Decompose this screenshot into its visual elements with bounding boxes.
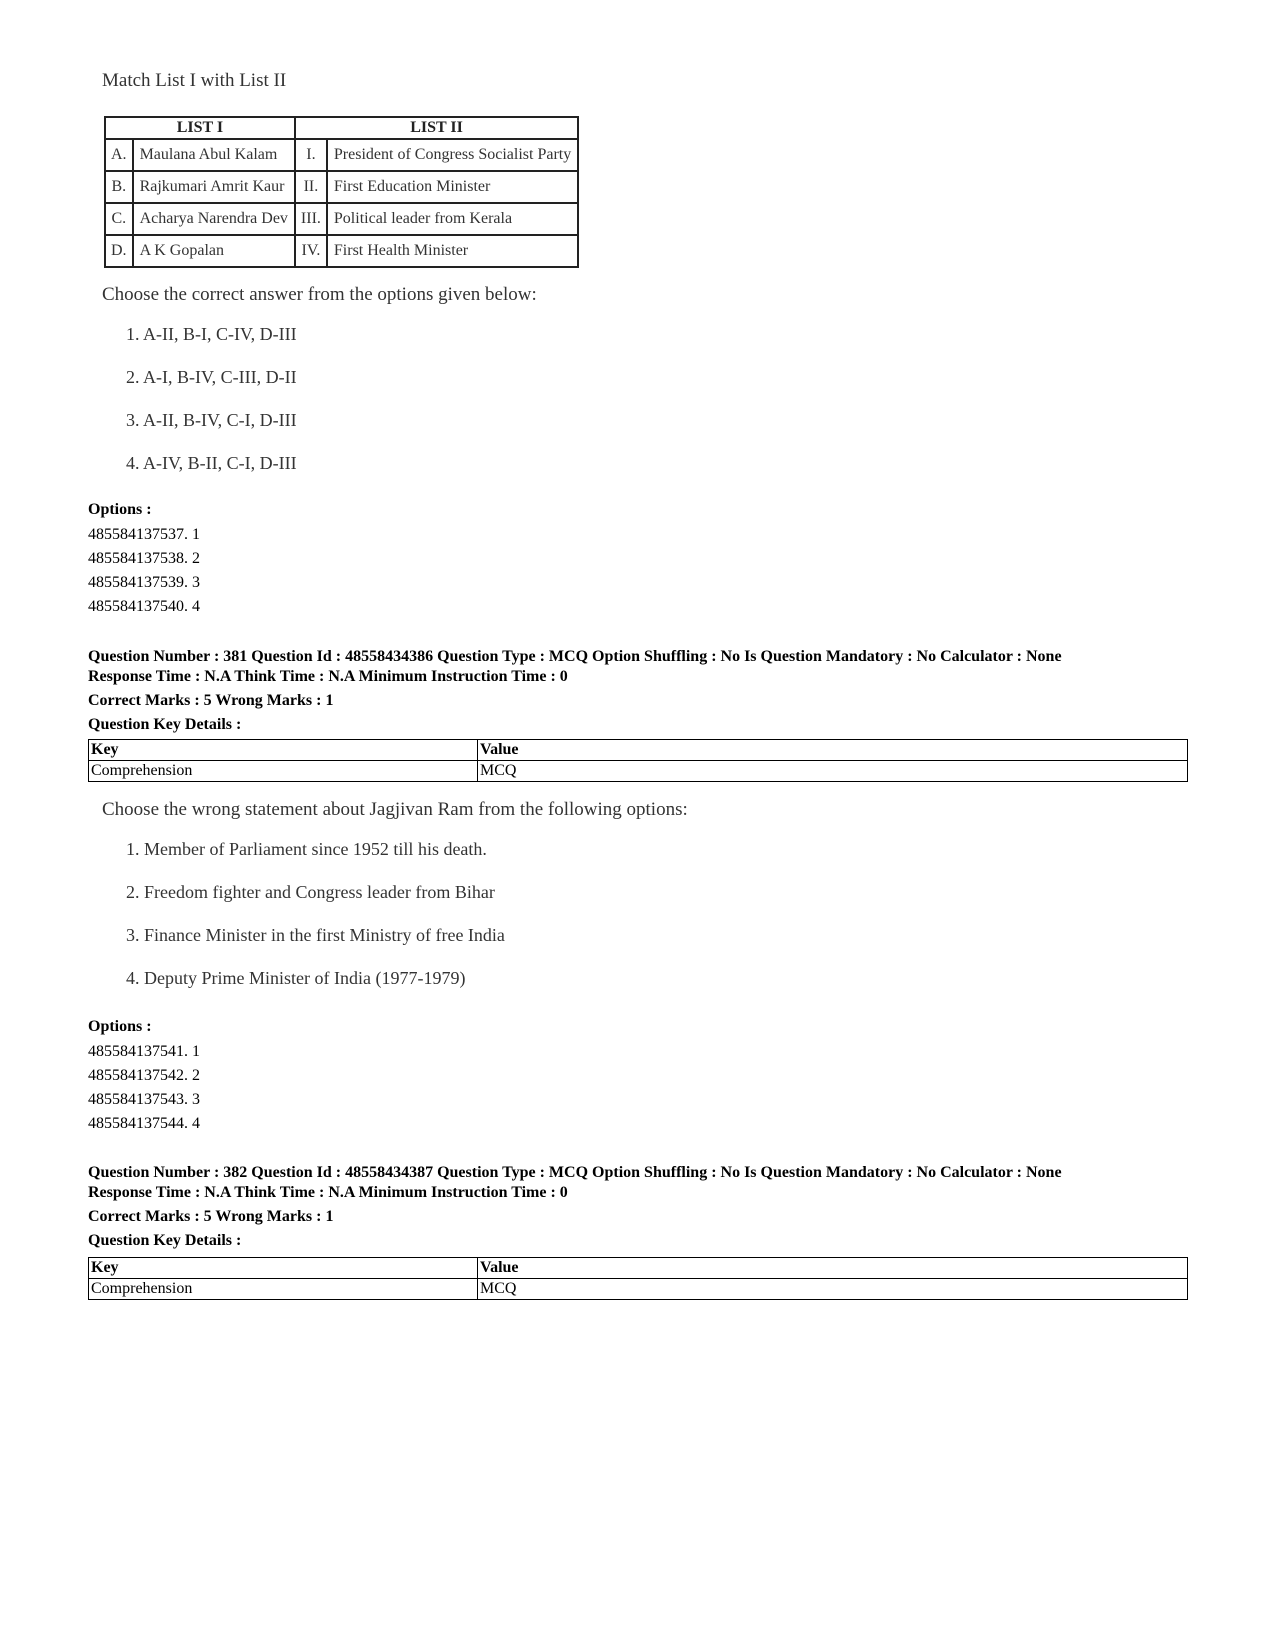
list1-item: Maulana Abul Kalam bbox=[133, 139, 295, 171]
key-table-row bbox=[89, 1279, 1188, 1300]
option-item: 485584137543. 3 bbox=[88, 1091, 200, 1108]
question-380-image bbox=[102, 70, 286, 92]
key-header: Key bbox=[89, 1258, 478, 1279]
question-meta-line: Response Time : N.A Think Time : N.A Minimum Instruction Time : 0 bbox=[88, 668, 568, 685]
list2-item: First Education Minister bbox=[327, 171, 578, 203]
option-item: 485584137538. 2 bbox=[88, 550, 200, 567]
match-table-row bbox=[105, 235, 578, 267]
option-item: 485584137540. 4 bbox=[88, 598, 200, 615]
key-cell: Comprehension bbox=[89, 761, 478, 782]
value-cell: MCQ bbox=[478, 1279, 1188, 1300]
choice-item: 3. Finance Minister in the first Ministry of free India bbox=[126, 925, 505, 945]
option-item: 485584137541. 1 bbox=[88, 1043, 200, 1060]
list2-item: President of Congress Socialist Party bbox=[327, 139, 578, 171]
options-label: Options : bbox=[88, 1018, 152, 1035]
list2-index: II. bbox=[295, 171, 327, 203]
question-key-table bbox=[88, 1257, 1188, 1300]
match-table bbox=[104, 116, 579, 268]
key-cell: Comprehension bbox=[89, 1279, 478, 1300]
list1-index: C. bbox=[105, 203, 133, 235]
question-meta-line: Question Number : 381 Question Id : 48558434386 Question Type : MCQ Option Shuffling : No Is Question Mandatory : No Calculator : None bbox=[88, 648, 1062, 665]
list1-index: D. bbox=[105, 235, 133, 267]
list2-index: I. bbox=[295, 139, 327, 171]
question-meta-line: Question Number : 382 Question Id : 48558434387 Question Type : MCQ Option Shuffling : No Is Question Mandatory : No Calculator : None bbox=[88, 1164, 1062, 1181]
list2-index: IV. bbox=[295, 235, 327, 267]
key-table-header bbox=[89, 1258, 1188, 1279]
list1-index: A. bbox=[105, 139, 133, 171]
list1-item: Acharya Narendra Dev bbox=[133, 203, 295, 235]
choice-item: 2. A-I, B-IV, C-III, D-II bbox=[126, 367, 297, 387]
match-table-row bbox=[105, 139, 578, 171]
match-table-header bbox=[105, 117, 578, 139]
marks-line: Correct Marks : 5 Wrong Marks : 1 bbox=[88, 692, 334, 709]
value-header: Value bbox=[478, 1258, 1188, 1279]
question-instruction: Choose the correct answer from the options given below: bbox=[102, 284, 537, 305]
option-item: 485584137539. 3 bbox=[88, 574, 200, 591]
list1-item: A K Gopalan bbox=[133, 235, 295, 267]
choice-item: 4. Deputy Prime Minister of India (1977-1979) bbox=[126, 968, 466, 988]
choice-item: 4. A-IV, B-II, C-I, D-III bbox=[126, 453, 297, 473]
question-meta-line: Response Time : N.A Think Time : N.A Minimum Instruction Time : 0 bbox=[88, 1184, 568, 1201]
question-381-image bbox=[102, 799, 688, 988]
list1-item: Rajkumari Amrit Kaur bbox=[133, 171, 295, 203]
option-item: 485584137537. 1 bbox=[88, 526, 200, 543]
option-item: 485584137542. 2 bbox=[88, 1067, 200, 1084]
value-cell: MCQ bbox=[478, 761, 1188, 782]
key-details-label: Question Key Details : bbox=[88, 1232, 242, 1249]
option-item: 485584137544. 4 bbox=[88, 1115, 200, 1132]
list1-index: B. bbox=[105, 171, 133, 203]
question-stem: Choose the wrong statement about Jagjivan Ram from the following options: bbox=[102, 799, 688, 820]
list2-index: III. bbox=[295, 203, 327, 235]
key-table-header bbox=[89, 740, 1188, 761]
match-table-row bbox=[105, 203, 578, 235]
list2-item: First Health Minister bbox=[327, 235, 578, 267]
key-header: Key bbox=[89, 740, 478, 761]
options-list bbox=[88, 523, 200, 619]
question-key-table bbox=[88, 739, 1188, 782]
question-380-choices bbox=[102, 284, 537, 473]
choice-item: 1. Member of Parliament since 1952 till his death. bbox=[126, 839, 487, 859]
marks-line: Correct Marks : 5 Wrong Marks : 1 bbox=[88, 1208, 334, 1225]
list1-header: LIST I bbox=[105, 117, 295, 139]
question-stem: Match List I with List II bbox=[102, 70, 287, 91]
key-table-row bbox=[89, 761, 1188, 782]
value-header: Value bbox=[478, 740, 1188, 761]
list2-item: Political leader from Kerala bbox=[327, 203, 578, 235]
choice-item: 3. A-II, B-IV, C-I, D-III bbox=[126, 410, 297, 430]
key-details-label: Question Key Details : bbox=[88, 716, 242, 733]
options-list bbox=[88, 1040, 200, 1136]
options-label: Options : bbox=[88, 501, 152, 518]
choice-item: 2. Freedom fighter and Congress leader from Bihar bbox=[126, 882, 495, 902]
match-table-row bbox=[105, 171, 578, 203]
choice-item: 1. A-II, B-I, C-IV, D-III bbox=[126, 324, 297, 344]
question-382-meta bbox=[88, 1163, 1062, 1251]
question-381-meta bbox=[88, 647, 1062, 735]
list2-header: LIST II bbox=[295, 117, 578, 139]
